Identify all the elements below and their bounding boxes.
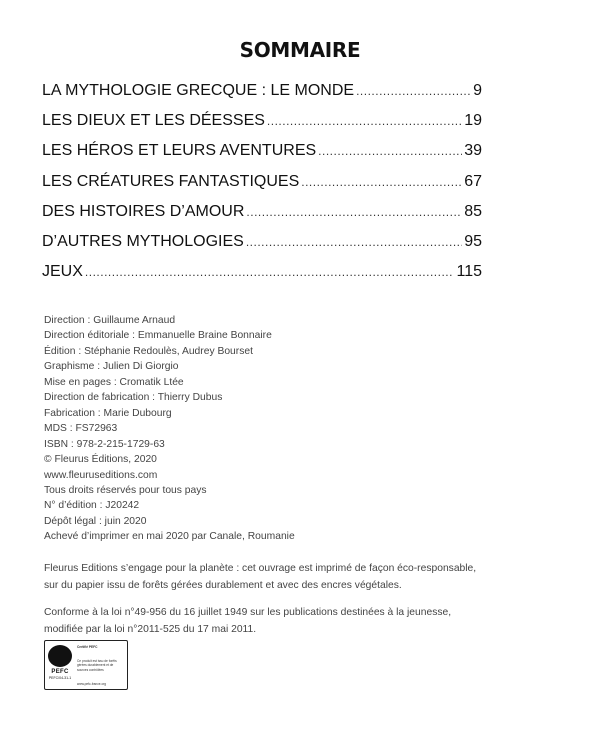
credit-line: © Fleurus Éditions, 2020	[44, 454, 157, 466]
toc-label: LES CRÉATURES FANTASTIQUES	[42, 172, 300, 190]
credit-line: Achevé d’imprimer en mai 2020 par Canale, Roumanie	[44, 531, 295, 543]
pefc-certification-logo	[44, 640, 128, 690]
toc-label: D’AUTRES MYTHOLOGIES	[42, 232, 244, 250]
toc-leader-dots	[301, 167, 462, 197]
table-of-contents	[42, 76, 482, 287]
toc-leader-dots	[246, 197, 462, 227]
toc-leader-dots	[267, 106, 462, 136]
toc-leader-dots	[318, 136, 462, 166]
toc-row	[42, 106, 482, 136]
toc-page-number: 85	[464, 202, 482, 220]
toc-leader-dots	[85, 257, 455, 287]
credit-line: www.fleuruseditions.com	[44, 469, 158, 481]
pefc-description: Ce produit est issu de forêts gérées durablement et de sources contrôlées	[77, 659, 117, 672]
credit-line: Direction éditoriale : Emmanuelle Braine Bonnaire	[44, 330, 272, 342]
toc-leader-dots	[356, 76, 471, 106]
eco-note-line: sur du papier issu de forêts gérées durablement et avec des encres végétales.	[44, 580, 402, 591]
toc-page-number: 67	[464, 172, 482, 190]
credit-line: MDS : FS72963	[44, 423, 118, 435]
toc-label: LES HÉROS ET LEURS AVENTURES	[42, 142, 317, 160]
toc-row	[42, 136, 482, 166]
toc-page-number: 9	[473, 82, 482, 99]
toc-leader-dots	[246, 227, 462, 257]
eco-responsibility-note	[44, 560, 476, 594]
toc-page-number: 19	[464, 112, 482, 130]
legal-notice	[44, 604, 451, 638]
credit-line: Édition : Stéphanie Redoulès, Audrey Bourset	[44, 345, 253, 357]
credit-line: Fabrication : Marie Dubourg	[44, 407, 172, 419]
toc-page-number: 39	[464, 142, 482, 160]
credits-block	[44, 313, 295, 545]
credit-line: Direction de fabrication : Thierry Dubus	[44, 392, 223, 404]
credit-line: ISBN : 978-2-215-1729-63	[44, 438, 165, 450]
toc-row	[42, 167, 482, 197]
pefc-number: PEFC/04-31-1	[48, 676, 72, 680]
toc-row	[42, 197, 482, 227]
pefc-details	[75, 641, 127, 689]
toc-row	[42, 227, 482, 257]
toc-label: DES HISTOIRES D’AMOUR	[42, 202, 245, 220]
pefc-label: Certifié PEFC	[77, 645, 98, 649]
legal-notice-line: modifiée par la loi n°2011-525 du 17 mai 2011.	[44, 624, 257, 635]
toc-row	[42, 257, 482, 287]
credit-line: Tous droits réservés pour tous pays	[44, 484, 207, 496]
credit-line: Dépôt légal : juin 2020	[44, 515, 147, 527]
toc-label: JEUX	[42, 263, 83, 281]
eco-note-line: Fleurus Editions s’engage pour la planète : cet ouvrage est imprimé de façon éco-responsable,	[44, 563, 477, 574]
legal-notice-line: Conforme à la loi n°49-956 du 16 juillet 1949 sur les publications destinées à la jeunesse,	[44, 607, 452, 618]
toc-row	[42, 76, 482, 106]
toc-page-number: 95	[464, 232, 482, 250]
page-title: SOMMAIRE	[239, 38, 361, 62]
toc-label: LA MYTHOLOGIE GRECQUE : LE MONDE	[42, 82, 355, 99]
pefc-emblem	[45, 641, 75, 689]
credit-line: N° d’édition : J20242	[44, 500, 140, 512]
credit-line: Direction : Guillaume Arnaud	[44, 315, 176, 326]
credit-line: Graphisme : Julien Di Giorgio	[44, 361, 179, 373]
pefc-mark-text: PEFC	[51, 669, 69, 675]
credit-line: Mise en pages : Cromatik Ltée	[44, 376, 184, 388]
pefc-tree-icon	[48, 645, 72, 667]
toc-label: LES DIEUX ET LES DÉESSES	[42, 112, 265, 130]
pefc-url: www.pefc-france.org	[77, 681, 107, 686]
toc-page-number: 115	[456, 263, 482, 281]
